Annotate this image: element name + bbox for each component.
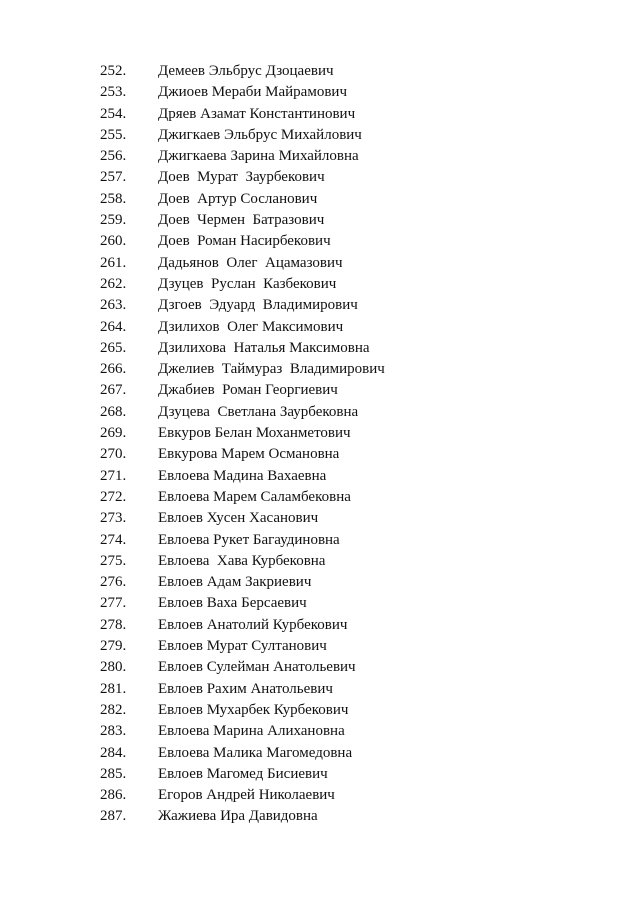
entry-name: Дадьянов Олег Ацамазович [158, 254, 343, 271]
entry-name: Евлоев Ваха Берсаевич [158, 595, 307, 612]
entry-number: 257. [100, 169, 127, 186]
entry-name: Евлоев Хусен Хасанович [158, 510, 319, 527]
list-item [100, 338, 620, 359]
entry-number: 259. [100, 212, 127, 229]
entry-name: Евлоева Хава Курбековна [158, 552, 326, 569]
entry-name: Дзуцев Руслан Казбекович [158, 275, 337, 292]
list-item [100, 743, 620, 764]
list-item [100, 615, 620, 636]
entry-number: 284. [100, 744, 127, 761]
entry-name: Евлоева Мадина Вахаевна [158, 467, 327, 484]
entry-number: 278. [100, 616, 127, 633]
entry-number: 272. [100, 488, 127, 505]
entry-name: Евкурова Марем Османовна [158, 446, 340, 463]
entry-number: 265. [100, 339, 127, 356]
entry-number: 283. [100, 723, 127, 740]
list-item [100, 380, 620, 401]
entry-number: 286. [100, 787, 127, 804]
entry-number: 282. [100, 701, 127, 718]
list-item [100, 444, 620, 465]
list-item [100, 231, 620, 252]
entry-number: 269. [100, 425, 127, 442]
entry-name: Евлоев Адам Закриевич [158, 574, 312, 591]
entry-name: Дряев Азамат Константинович [158, 105, 356, 122]
list-item [100, 125, 620, 146]
entry-name: Дзилихова Наталья Максимовна [158, 339, 370, 356]
entry-number: 256. [100, 148, 127, 165]
entry-number: 271. [100, 467, 127, 484]
entry-name: Доев Чермен Батразович [158, 212, 325, 229]
list-item [100, 700, 620, 721]
list-item [100, 274, 620, 295]
list-item [100, 508, 620, 529]
entry-name: Евлоева Марина Алихановна [158, 723, 345, 740]
entry-name: Дзгоев Эдуард Владимирович [158, 297, 358, 314]
list-item [100, 785, 620, 806]
entry-name: Евлоев Мухарбек Курбекович [158, 701, 349, 718]
list-item [100, 572, 620, 593]
list-item [100, 679, 620, 700]
entry-number: 263. [100, 297, 127, 314]
entry-number: 275. [100, 552, 127, 569]
entry-name: Евкуров Белан Моханметович [158, 425, 351, 442]
entry-number: 277. [100, 595, 127, 612]
list-item [100, 657, 620, 678]
list-item [100, 167, 620, 188]
entry-number: 270. [100, 446, 127, 463]
list-item [100, 104, 620, 125]
entry-number: 273. [100, 510, 127, 527]
list-item [100, 359, 620, 380]
entry-name: Евлоев Мурат Султанович [158, 638, 327, 655]
entry-name: Джелиев Таймураз Владимирович [158, 361, 385, 378]
entry-name: Евлоев Анатолий Курбекович [158, 616, 348, 633]
list-item [100, 189, 620, 210]
list-item [100, 317, 620, 338]
list-item [100, 593, 620, 614]
entry-number: 279. [100, 638, 127, 655]
entry-number: 287. [100, 808, 127, 825]
list-item [100, 82, 620, 103]
entry-name: Доев Артур Сосланович [158, 190, 318, 207]
entry-number: 274. [100, 531, 127, 548]
entry-name: Джиоев Мераби Майрамович [158, 84, 347, 101]
entry-name: Дзуцева Светлана Заурбековна [158, 403, 359, 420]
entry-number: 264. [100, 318, 127, 335]
list-item [100, 487, 620, 508]
entry-name: Джигкаева Зарина Михайловна [158, 148, 359, 165]
entry-name: Евлоев Сулейман Анатольевич [158, 659, 356, 676]
entry-name: Демеев Эльбрус Дзоцаевич [158, 63, 334, 79]
list-item [100, 253, 620, 274]
entry-name: Дзилихов Олег Максимович [158, 318, 344, 335]
entry-number: 260. [100, 233, 127, 250]
entry-name: Евлоев Магомед Бисиевич [158, 765, 328, 782]
list-item [100, 210, 620, 231]
entry-name: Евлоев Рахим Анатольевич [158, 680, 333, 697]
entry-name: Егоров Андрей Николаевич [158, 787, 335, 804]
entry-number: 266. [100, 361, 127, 378]
entry-name: Жажиева Ира Давидовна [158, 808, 318, 825]
entry-number: 252. [100, 63, 127, 79]
entry-number: 258. [100, 190, 127, 207]
entry-number: 285. [100, 765, 127, 782]
entry-name: Доев Роман Насирбекович [158, 233, 331, 250]
list-item [100, 551, 620, 572]
entry-number: 253. [100, 84, 127, 101]
entry-number: 254. [100, 105, 127, 122]
entry-number: 261. [100, 254, 127, 271]
entry-name: Евлоева Рукет Багаудиновна [158, 531, 340, 548]
list-item [100, 402, 620, 423]
entry-number: 280. [100, 659, 127, 676]
list-item [100, 295, 620, 316]
entry-number: 262. [100, 275, 127, 292]
entry-number: 268. [100, 403, 127, 420]
entry-name: Джабиев Роман Георгиевич [158, 382, 338, 399]
list-item [100, 530, 620, 551]
list-item [100, 146, 620, 167]
entry-number: 276. [100, 574, 127, 591]
entry-name: Доев Мурат Заурбекович [158, 169, 325, 186]
entry-name: Джигкаев Эльбрус Михайлович [158, 126, 362, 143]
list-item [100, 466, 620, 487]
name-list [100, 61, 620, 828]
list-item [100, 764, 620, 785]
entry-number: 281. [100, 680, 127, 697]
list-item [100, 61, 620, 82]
list-item [100, 806, 620, 827]
list-item [100, 423, 620, 444]
list-item [100, 636, 620, 657]
entry-name: Евлоева Марем Саламбековна [158, 488, 351, 505]
entry-number: 267. [100, 382, 127, 399]
entry-number: 255. [100, 126, 127, 143]
entry-name: Евлоева Малика Магомедовна [158, 744, 353, 761]
list-item [100, 721, 620, 742]
